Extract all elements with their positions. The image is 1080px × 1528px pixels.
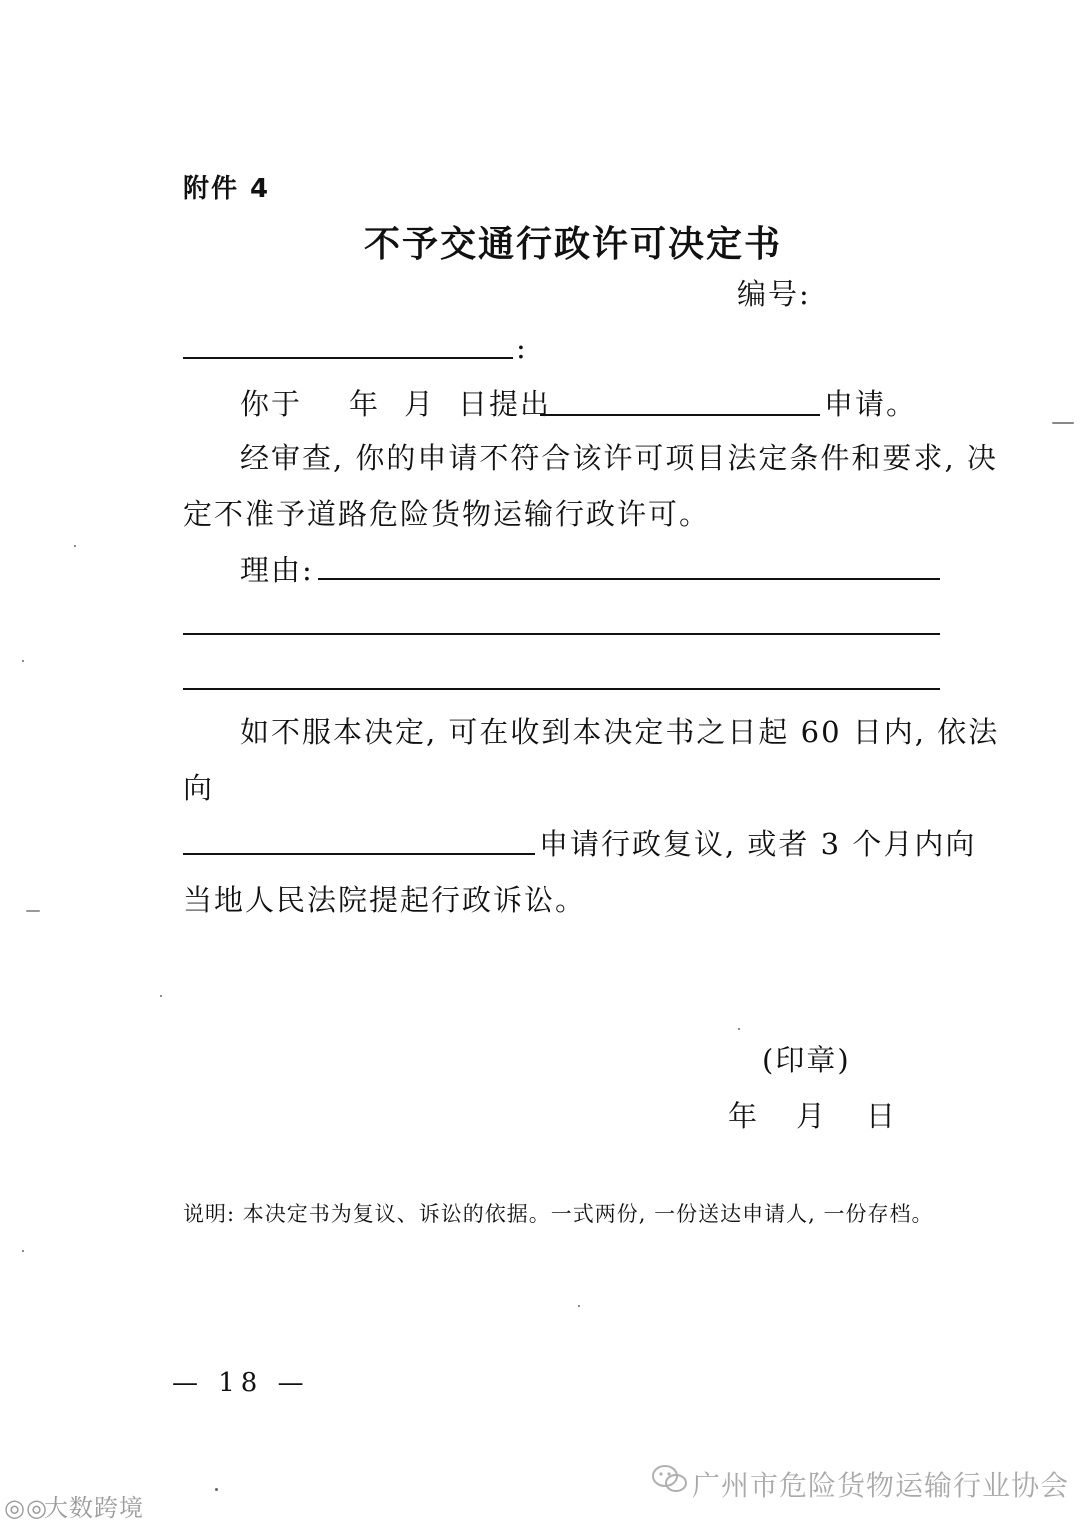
reason-blank-line-1 xyxy=(318,578,940,580)
sign-date-year-label: 年 xyxy=(728,1099,760,1133)
document-title: 不予交通行政许可决定书 xyxy=(364,224,783,265)
submitted-year-label: 年 xyxy=(349,387,381,421)
appeal-line-1: 如不服本决定, 可在收到本决定书之日起 60 日内, 依法 xyxy=(240,715,1000,749)
wechat-account-watermark: 广州市危险货物运输行业协会 xyxy=(692,1469,1070,1502)
logo-watermark-mark: ◎◎ xyxy=(4,1494,48,1522)
reason-blank-line-3 xyxy=(183,688,940,690)
scan-speck xyxy=(26,910,40,912)
review-result-line-2: 定不准予道路危险货物运输行政许可。 xyxy=(183,497,711,531)
document-number-label: 编号: xyxy=(737,277,811,311)
scan-speck xyxy=(22,660,24,662)
scan-speck xyxy=(160,995,162,997)
scan-speck xyxy=(22,1250,24,1252)
sign-date-day-label: 日 xyxy=(866,1099,898,1133)
logo-watermark xyxy=(4,1488,144,1523)
appeal-line-2: 向 xyxy=(183,771,215,805)
scan-speck xyxy=(74,545,76,547)
explanation-note: 说明: 本决定书为复议、诉讼的依据。一式两份, 一份送达申请人, 一份存档。 xyxy=(183,1202,934,1226)
wechat-icon xyxy=(650,1462,690,1498)
application-item-blank-line xyxy=(540,414,820,416)
reason-label: 理由: xyxy=(240,553,314,587)
scan-speck xyxy=(1052,422,1074,424)
attachment-label: 附件 4 xyxy=(183,174,271,204)
application-suffix: 申请。 xyxy=(824,387,918,421)
submitted-day-label: 日提出 xyxy=(458,387,552,421)
page-number: — 18 — xyxy=(172,1368,310,1398)
addressee-blank-line xyxy=(183,357,513,359)
review-result-line-1: 经审查, 你的申请不符合该许可项目法定条件和要求, 决 xyxy=(240,441,998,475)
submitted-month-label: 月 xyxy=(404,387,436,421)
submitted-prefix: 你于 xyxy=(240,387,303,421)
logo-watermark-text: 大数跨境 xyxy=(44,1494,144,1522)
addressee-colon: : xyxy=(516,331,528,365)
sign-date-month-label: 月 xyxy=(796,1099,828,1133)
review-authority-blank-line xyxy=(183,853,535,855)
scan-speck xyxy=(578,1305,580,1307)
scan-speck xyxy=(215,1488,218,1491)
seal-label: (印章) xyxy=(762,1043,851,1077)
appeal-line-4: 当地人民法院提起行政诉讼。 xyxy=(183,883,587,917)
appeal-line-3: 申请行政复议, 或者 3 个月内向 xyxy=(539,827,977,861)
reason-blank-line-2 xyxy=(183,633,940,635)
scan-speck xyxy=(738,1028,740,1030)
